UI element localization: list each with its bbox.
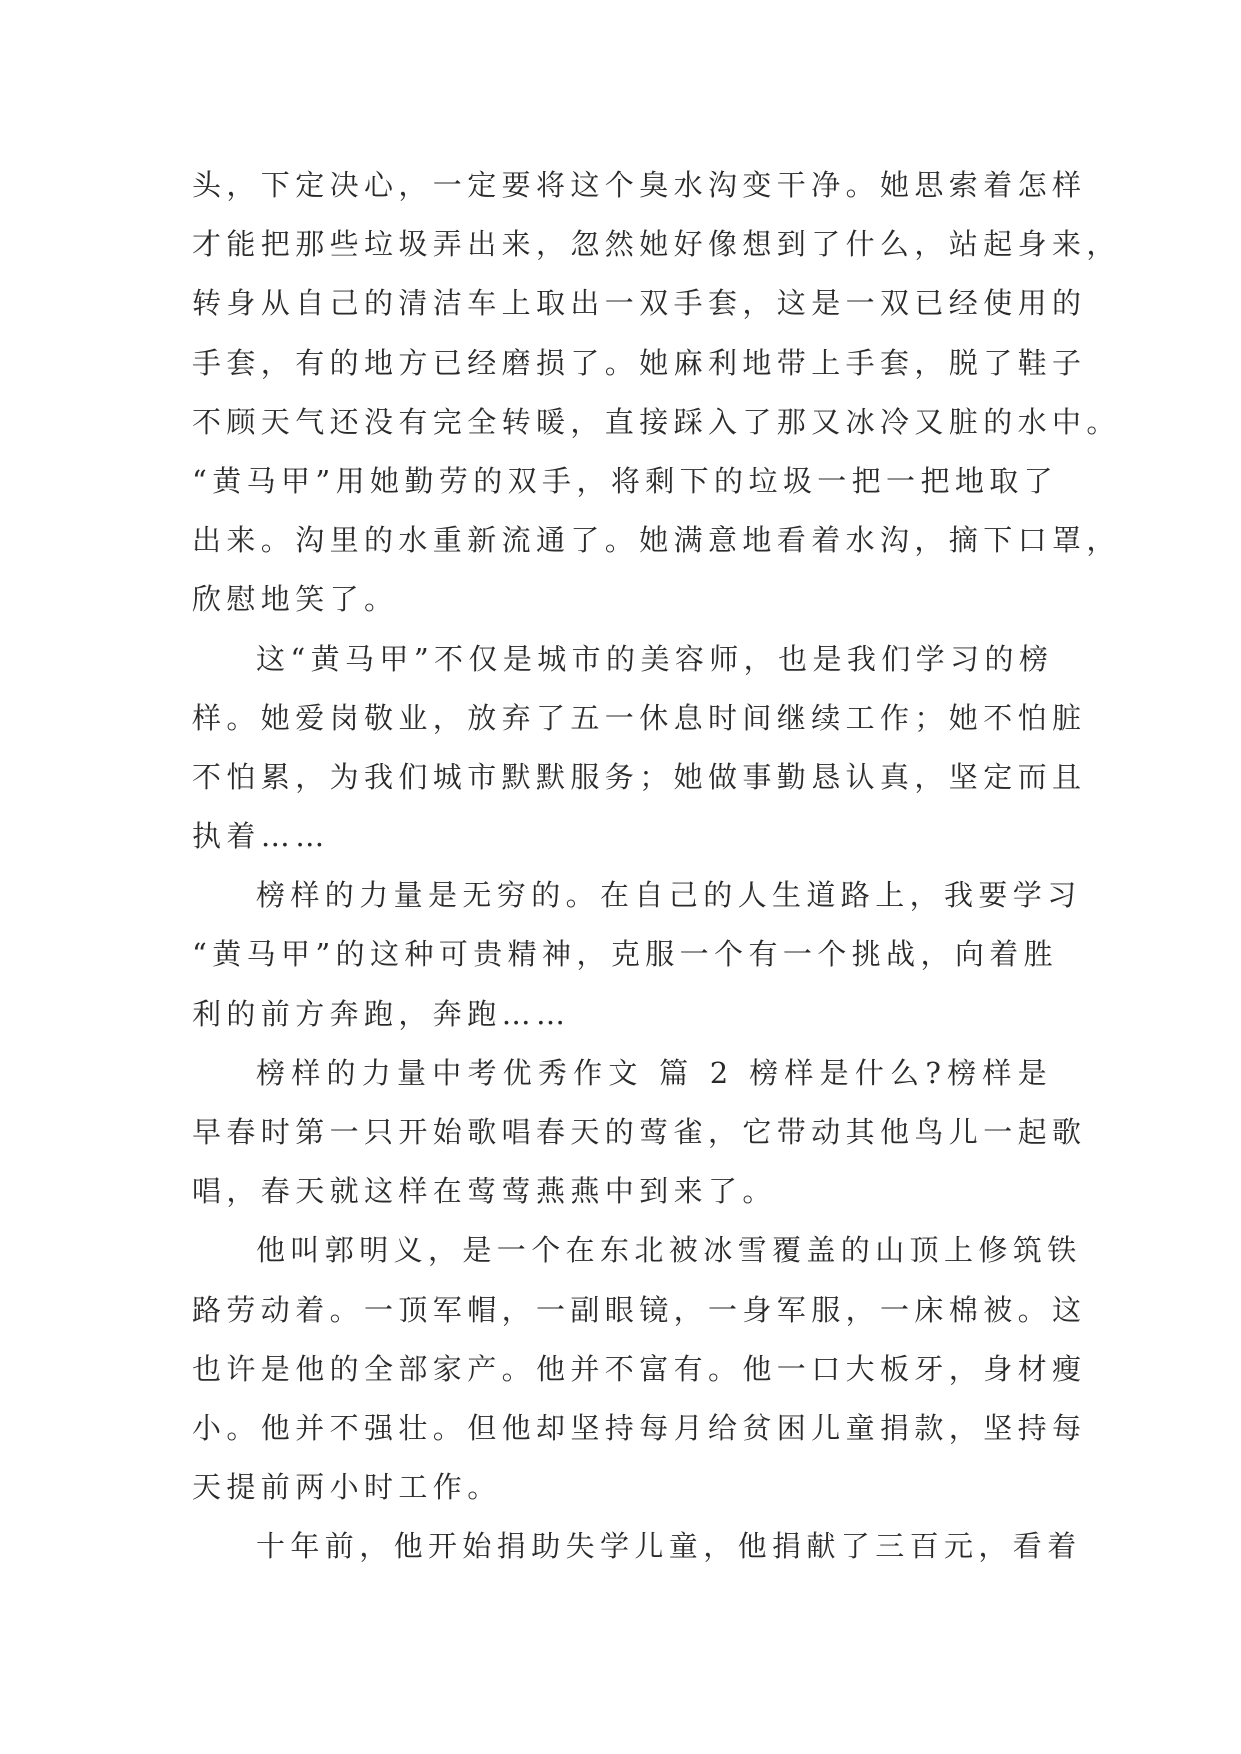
text-line: 天提前两小时工作。 xyxy=(192,1470,502,1505)
text-line: 他叫郭明义，是一个在东北被冰雪覆盖的山顶上修筑铁 xyxy=(256,1233,1082,1268)
text-line: 不怕累，为我们城市默默服务；她做事勤恳认真，坚定而且 xyxy=(192,759,1087,794)
text-line: 手套，有的地方已经磨损了。她麻利地带上手套，脱了鞋子 xyxy=(192,345,1087,380)
text-line: 榜样的力量中考优秀作文 篇 2 榜样是什么?榜样是 xyxy=(256,1055,1052,1090)
text-line: 利的前方奔跑，奔跑…… xyxy=(192,996,571,1031)
text-line: 样。她爱岗敬业，放弃了五一休息时间继续工作；她不怕脏 xyxy=(192,700,1087,735)
text-line: 这“黄马甲”不仅是城市的美容师，也是我们学习的榜 xyxy=(256,641,1054,676)
text-line: 也许是他的全部家产。他并不富有。他一口大板牙，身材瘦 xyxy=(192,1351,1087,1386)
text-line: 出来。沟里的水重新流通了。她满意地看着水沟，摘下口罩， xyxy=(192,523,1121,558)
document-body xyxy=(192,156,1121,1577)
text-line: 小。他并不强壮。但他却坚持每月给贫困儿童捐款，坚持每 xyxy=(192,1410,1087,1445)
text-line: “黄马甲”用她勤劳的双手，将剩下的垃圾一把一把地取了 xyxy=(192,463,1059,498)
text-line: 转身从自己的清洁车上取出一双手套，这是一双已经使用的 xyxy=(192,286,1087,321)
text-line: 唱，春天就这样在莺莺燕燕中到来了。 xyxy=(192,1174,777,1209)
text-line: “黄马甲”的这种可贵精神，克服一个有一个挑战，向着胜 xyxy=(192,937,1059,972)
text-line: 头，下定决心，一定要将这个臭水沟变干净。她思索着怎样 xyxy=(192,168,1087,202)
text-line: 路劳动着。一顶军帽，一副眼镜，一身军服，一床棉被。这 xyxy=(192,1292,1087,1327)
text-line: 早春时第一只开始歌唱春天的莺雀，它带动其他鸟儿一起歌 xyxy=(192,1115,1087,1149)
text-line: 才能把那些垃圾弄出来，忽然她好像想到了什么，站起身来， xyxy=(192,227,1121,262)
text-line: 欣慰地笑了。 xyxy=(192,582,399,617)
text-line: 十年前，他开始捐助失学儿童，他捐献了三百元，看着 xyxy=(256,1529,1082,1564)
text-line: 榜样的力量是无穷的。在自己的人生道路上，我要学习 xyxy=(256,878,1082,913)
text-line: 不顾天气还没有完全转暖，直接踩入了那又冰冷又脏的水中。 xyxy=(192,404,1121,439)
text-line: 执着…… xyxy=(192,819,330,854)
